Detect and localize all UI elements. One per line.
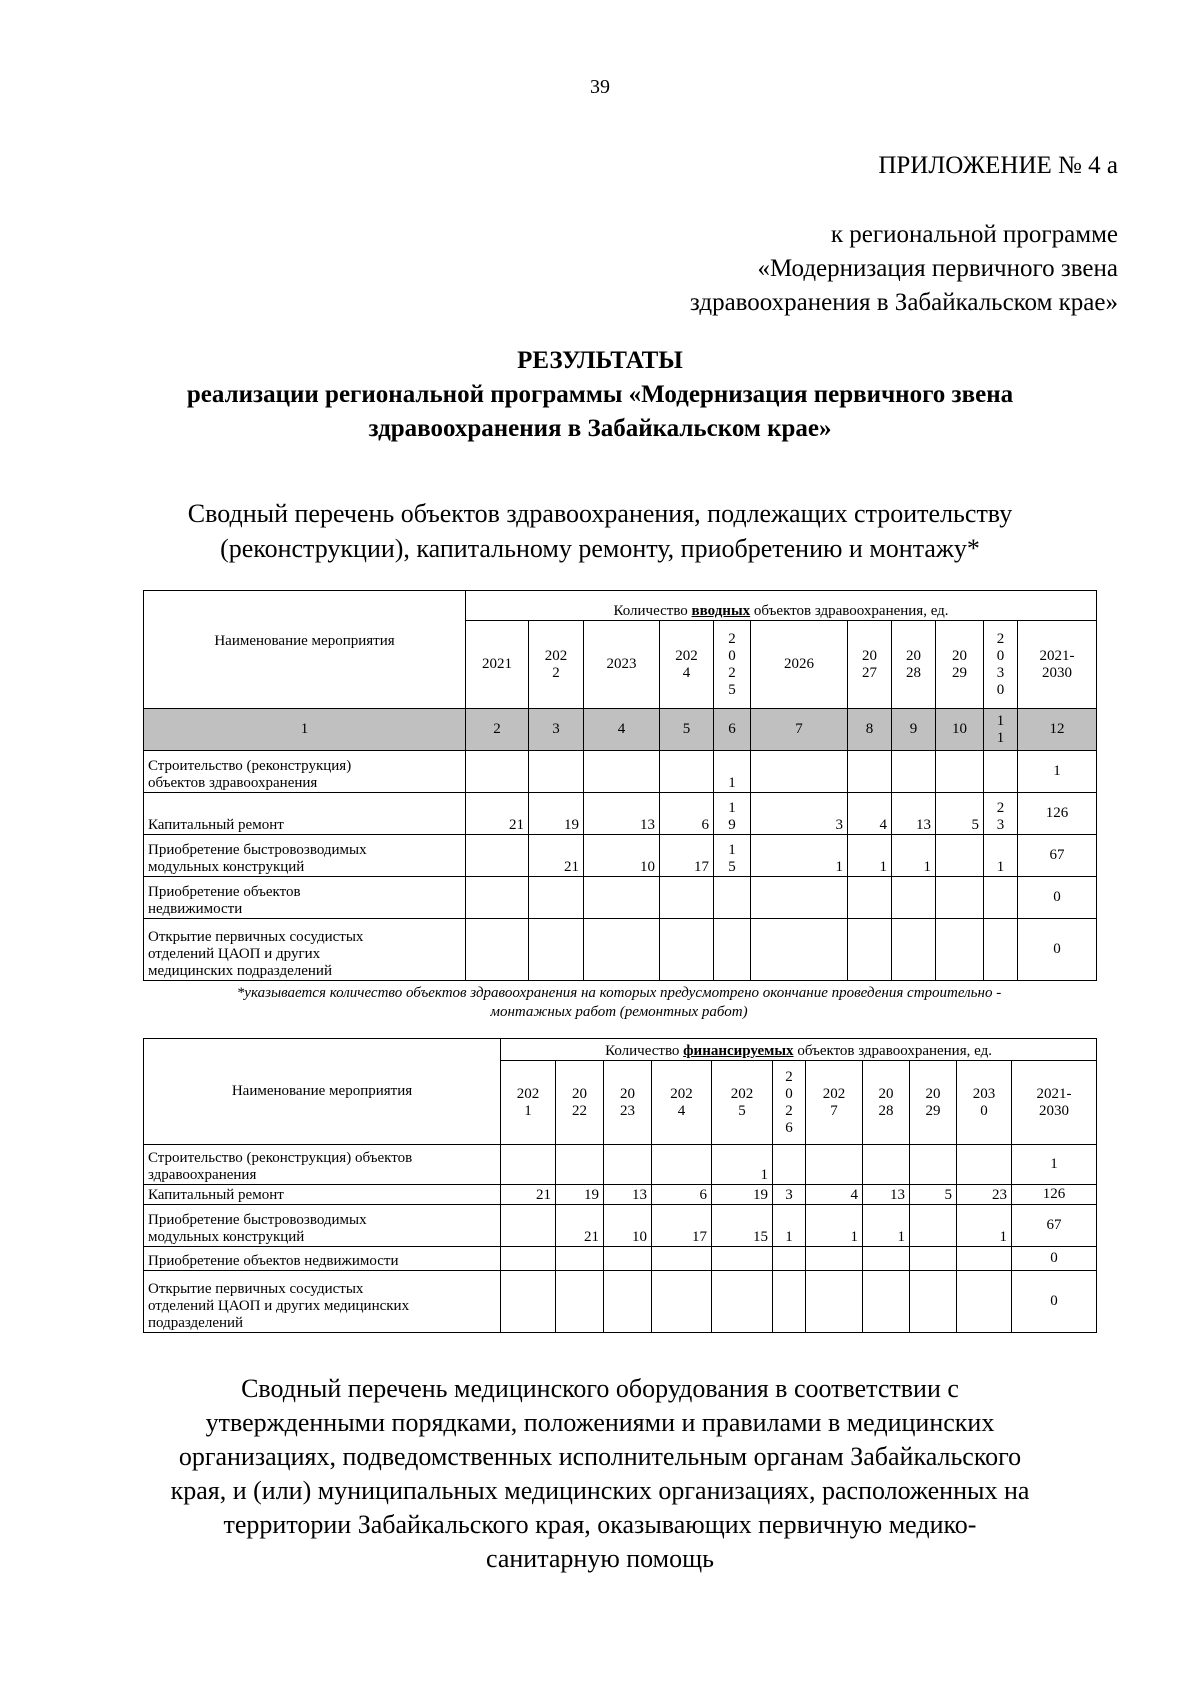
year-value-cell	[848, 877, 892, 919]
year-value-cell	[501, 1271, 556, 1333]
year-value-cell	[714, 919, 751, 981]
year-value-cell: 13	[892, 793, 936, 835]
year-header: 2 0 3 0	[984, 621, 1018, 709]
table-row	[144, 1145, 1097, 1185]
table-row	[144, 919, 1097, 981]
column-index: 6	[714, 709, 751, 751]
year-header: 202 5	[712, 1061, 773, 1145]
year-header: 202 4	[660, 621, 714, 709]
year-value-cell: 6	[652, 1185, 712, 1205]
total-cell: 126	[1012, 1185, 1097, 1205]
page-number: 39	[590, 76, 610, 98]
table-row	[144, 793, 1097, 835]
activity-name: Приобретение быстровозводимых модульных конструкций	[144, 835, 466, 877]
year-value-cell	[556, 1247, 604, 1271]
year-value-cell: 13	[604, 1185, 652, 1205]
column-index: 8	[848, 709, 892, 751]
appendix-reference-line: к региональной программе	[830, 221, 1118, 248]
footnote-line: монтажных работ (ремонтных работ)	[490, 1004, 748, 1020]
year-value-cell	[529, 919, 584, 981]
year-value-cell	[652, 1145, 712, 1185]
total-header: 2021- 2030	[1012, 1061, 1097, 1145]
year-header: 20 28	[892, 621, 936, 709]
year-value-cell	[936, 877, 984, 919]
column-index: 4	[584, 709, 660, 751]
summary-equipment-heading	[130, 1372, 1070, 1576]
column-index: 1 1	[984, 709, 1018, 751]
year-value-cell: 15	[712, 1205, 773, 1247]
activity-name: Строительство (реконструкция) объектов здравоохранения	[144, 751, 466, 793]
total-cell: 126	[1018, 793, 1097, 835]
year-value-cell	[501, 1247, 556, 1271]
total-cell: 67	[1012, 1205, 1097, 1247]
summary-equipment-line: организациях, подведомственных исполнительным органам Забайкальского	[178, 1442, 1022, 1471]
appendix-reference	[690, 218, 1118, 320]
year-value-cell: 1	[712, 1145, 773, 1185]
year-header: 20 27	[848, 621, 892, 709]
total-cell: 0	[1012, 1271, 1097, 1333]
activity-name: Капитальный ремонт	[144, 1185, 501, 1205]
year-value-cell	[466, 835, 529, 877]
year-value-cell	[984, 877, 1018, 919]
activity-name: Приобретение объектов недвижимости	[144, 1247, 501, 1271]
appendix-reference-line: «Модернизация первичного звена	[757, 255, 1118, 282]
year-value-cell	[660, 877, 714, 919]
year-value-cell	[910, 1205, 957, 1247]
year-value-cell	[712, 1271, 773, 1333]
table-row	[144, 1185, 1097, 1205]
year-value-cell	[529, 877, 584, 919]
activity-name: Приобретение быстровозводимых модульных конструкций	[144, 1205, 501, 1247]
summary-objects-heading	[0, 496, 1200, 566]
year-value-cell	[556, 1271, 604, 1333]
year-value-cell: 3	[773, 1185, 806, 1205]
table-row	[144, 1271, 1097, 1333]
year-value-cell: 1	[751, 835, 848, 877]
year-value-cell	[806, 1145, 863, 1185]
year-value-cell	[863, 1247, 910, 1271]
year-value-cell: 1 5	[714, 835, 751, 877]
year-value-cell	[848, 919, 892, 981]
year-header: 20 22	[556, 1061, 604, 1145]
year-value-cell	[806, 1247, 863, 1271]
group-header-prefix: Количество	[605, 1043, 684, 1059]
year-value-cell	[751, 877, 848, 919]
column-index-row	[144, 709, 1097, 751]
financed-objects-table	[143, 1038, 1097, 1333]
year-value-cell	[936, 919, 984, 981]
table-row	[144, 751, 1097, 793]
year-value-cell: 5	[936, 793, 984, 835]
year-value-cell	[863, 1145, 910, 1185]
year-header: 2021	[466, 621, 529, 709]
year-value-cell	[751, 919, 848, 981]
footnote-line: *указывается количество объектов здравоохранения на которых предусмотрено окончание проведения строительно -	[236, 985, 1002, 1001]
table-row	[144, 1247, 1097, 1271]
year-value-cell	[936, 751, 984, 793]
year-value-cell	[773, 1271, 806, 1333]
year-value-cell	[863, 1271, 910, 1333]
year-value-cell	[892, 919, 936, 981]
year-value-cell: 1	[848, 835, 892, 877]
year-value-cell: 1	[714, 751, 751, 793]
year-value-cell	[501, 1205, 556, 1247]
year-header: 2026	[751, 621, 848, 709]
year-value-cell	[892, 877, 936, 919]
summary-equipment-line: Сводный перечень медицинского оборудования в соответствии с	[241, 1374, 959, 1403]
total-cell: 1	[1012, 1145, 1097, 1185]
year-value-cell: 21	[501, 1185, 556, 1205]
group-header-emphasis: вводных	[691, 603, 751, 619]
column-index: 3	[529, 709, 584, 751]
activity-name: Приобретение объектов недвижимости	[144, 877, 466, 919]
year-header: 202 2	[529, 621, 584, 709]
year-value-cell	[604, 1271, 652, 1333]
year-value-cell	[652, 1247, 712, 1271]
total-cell: 0	[1012, 1247, 1097, 1271]
year-value-cell	[529, 751, 584, 793]
year-value-cell: 1	[806, 1205, 863, 1247]
year-value-cell: 23	[957, 1185, 1012, 1205]
year-value-cell	[957, 1271, 1012, 1333]
appendix-reference-line: здравоохранения в Забайкальском крае»	[689, 289, 1118, 316]
year-value-cell: 6	[660, 793, 714, 835]
table-row	[144, 1205, 1097, 1247]
results-title-line: реализации региональной программы «Модернизация первичного звена	[186, 381, 1014, 408]
year-value-cell: 4	[806, 1185, 863, 1205]
year-header: 202 4	[652, 1061, 712, 1145]
year-value-cell: 13	[584, 793, 660, 835]
year-value-cell: 5	[910, 1185, 957, 1205]
year-value-cell: 2 3	[984, 793, 1018, 835]
year-value-cell	[773, 1145, 806, 1185]
column-index: 5	[660, 709, 714, 751]
footnote	[143, 984, 1095, 1022]
year-value-cell: 17	[660, 835, 714, 877]
year-header: 20 28	[863, 1061, 910, 1145]
total-cell: 1	[1018, 751, 1097, 793]
year-value-cell: 1	[863, 1205, 910, 1247]
year-value-cell	[910, 1145, 957, 1185]
appendix-label: ПРИЛОЖЕНИЕ № 4 а	[878, 152, 1118, 179]
summary-objects-line: Сводный перечень объектов здравоохранения, подлежащих строительству	[187, 499, 1013, 528]
year-value-cell: 1	[957, 1205, 1012, 1247]
year-value-cell	[751, 751, 848, 793]
year-value-cell: 1	[892, 835, 936, 877]
table-row	[144, 877, 1097, 919]
year-header: 20 29	[910, 1061, 957, 1145]
group-header	[466, 591, 1097, 621]
results-title-line: РЕЗУЛЬТАТЫ	[517, 347, 683, 374]
year-value-cell	[910, 1271, 957, 1333]
year-value-cell	[714, 877, 751, 919]
year-value-cell	[501, 1145, 556, 1185]
year-value-cell: 10	[604, 1205, 652, 1247]
year-value-cell: 19	[529, 793, 584, 835]
year-value-cell	[773, 1247, 806, 1271]
year-value-cell	[848, 751, 892, 793]
year-value-cell: 3	[751, 793, 848, 835]
year-value-cell	[892, 751, 936, 793]
year-value-cell	[466, 919, 529, 981]
year-value-cell	[584, 919, 660, 981]
group-header-suffix: объектов здравоохранения, ед.	[750, 603, 949, 619]
year-value-cell	[806, 1271, 863, 1333]
column-index: 7	[751, 709, 848, 751]
total-cell: 0	[1018, 877, 1097, 919]
group-header-prefix: Количество	[613, 603, 692, 619]
summary-objects-line: (реконструкции), капитальному ремонту, приобретению и монтажу*	[220, 534, 980, 563]
year-value-cell	[584, 751, 660, 793]
total-header: 2021- 2030	[1018, 621, 1097, 709]
summary-equipment-line: края, и (или) муниципальных медицинских организациях, расположенных на	[170, 1476, 1030, 1505]
year-value-cell: 21	[529, 835, 584, 877]
name-column-header: Наименование мероприятия	[144, 1039, 501, 1145]
summary-equipment-line: территории Забайкальского края, оказывающих первичную медико-	[223, 1510, 977, 1539]
year-header: 2 0 2 5	[714, 621, 751, 709]
column-index: 10	[936, 709, 984, 751]
year-value-cell: 1	[984, 835, 1018, 877]
year-value-cell	[556, 1145, 604, 1185]
activity-name: Строительство (реконструкция) объектов здравоохранения	[144, 1145, 501, 1185]
group-header-emphasis: финансируемых	[683, 1043, 794, 1059]
year-value-cell	[584, 877, 660, 919]
year-value-cell	[910, 1247, 957, 1271]
year-value-cell: 10	[584, 835, 660, 877]
year-header: 203 0	[957, 1061, 1012, 1145]
year-value-cell	[652, 1271, 712, 1333]
year-value-cell: 4	[848, 793, 892, 835]
commissioned-objects-table	[143, 590, 1097, 981]
name-column-header: Наименование мероприятия	[144, 591, 466, 709]
summary-equipment-line: санитарную помощь	[485, 1544, 715, 1573]
activity-name: Открытие первичных сосудистых отделений ЦАОП и других медицинских подразделений	[144, 1271, 501, 1333]
summary-equipment-line: утвержденными порядками, положениями и правилами в медицинских	[205, 1408, 995, 1437]
year-value-cell: 21	[466, 793, 529, 835]
group-header-suffix: объектов здравоохранения, ед.	[793, 1043, 992, 1059]
year-value-cell	[957, 1145, 1012, 1185]
year-header: 20 29	[936, 621, 984, 709]
column-index: 9	[892, 709, 936, 751]
year-value-cell	[660, 919, 714, 981]
column-index: 2	[466, 709, 529, 751]
group-header	[501, 1039, 1097, 1061]
year-value-cell: 19	[556, 1185, 604, 1205]
year-value-cell	[936, 835, 984, 877]
year-value-cell: 13	[863, 1185, 910, 1205]
year-value-cell: 17	[652, 1205, 712, 1247]
year-value-cell	[466, 751, 529, 793]
year-header: 202 1	[501, 1061, 556, 1145]
year-value-cell	[984, 919, 1018, 981]
year-header: 202 7	[806, 1061, 863, 1145]
column-index: 1	[144, 709, 466, 751]
year-value-cell: 1 9	[714, 793, 751, 835]
column-index: 12	[1018, 709, 1097, 751]
results-title	[0, 344, 1200, 446]
year-value-cell	[660, 751, 714, 793]
year-header: 2023	[584, 621, 660, 709]
year-value-cell	[604, 1247, 652, 1271]
year-value-cell	[984, 751, 1018, 793]
year-value-cell	[604, 1145, 652, 1185]
year-value-cell	[466, 877, 529, 919]
year-value-cell: 19	[712, 1185, 773, 1205]
total-cell: 67	[1018, 835, 1097, 877]
year-header: 20 23	[604, 1061, 652, 1145]
year-value-cell	[957, 1247, 1012, 1271]
activity-name: Капитальный ремонт	[144, 793, 466, 835]
year-value-cell: 21	[556, 1205, 604, 1247]
table-row	[144, 835, 1097, 877]
total-cell: 0	[1018, 919, 1097, 981]
year-header: 2 0 2 6	[773, 1061, 806, 1145]
results-title-line: здравоохранения в Забайкальском крае»	[368, 415, 832, 442]
activity-name: Открытие первичных сосудистых отделений ЦАОП и других медицинских подразделений	[144, 919, 466, 981]
year-value-cell	[712, 1247, 773, 1271]
year-value-cell: 1	[773, 1205, 806, 1247]
